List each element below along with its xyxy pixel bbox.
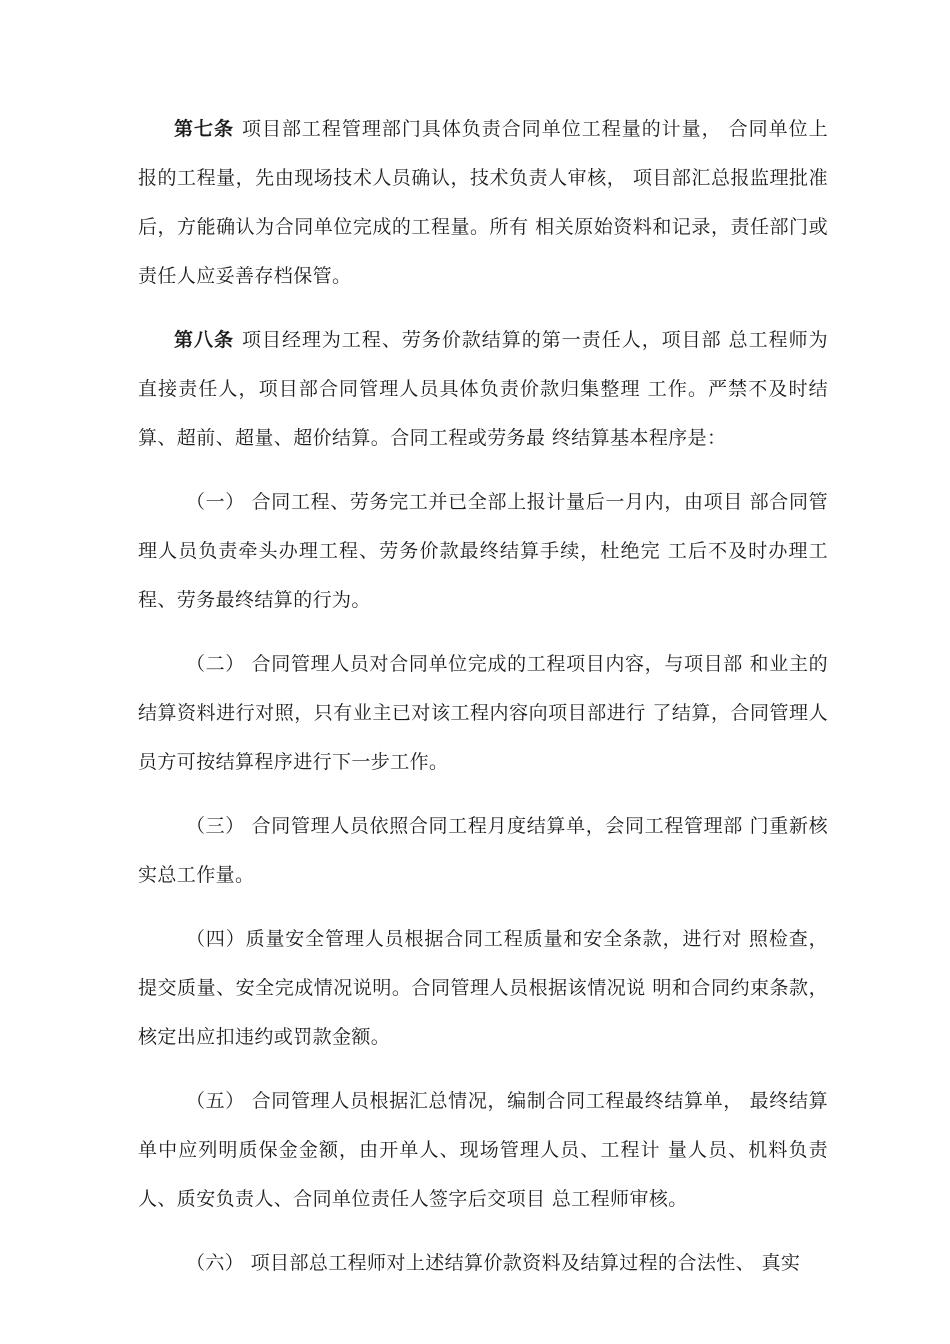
procedure-item-5: （五） 合同管理人员根据汇总情况，编制合同工程最终结算单， 最终结算单中应列明质保金金额，由开单人、现场管理人员、工程计 量人员、机料负责人、质安负责人、合同单位责任人签字后交项目 总工程师审核。 — [138, 1090, 828, 1210]
article-7-text: 项目部工程管理部门具体负责合同单位工程量的计量， 合同单位上报的工程量，先由现场技术人员确认，技术负责人审核， 项目部汇总报监理批准后，方能确认为合同单位完成的工程量。所有 相关原始资料和记录，责任部门或责任人应妥善存档保管。 — [138, 118, 829, 287]
article-8-label: 第八条 — [174, 329, 234, 351]
procedure-item-6: （六） 项目部总工程师对上述结算价款资料及结算过程的合法性、 真实 — [186, 1252, 801, 1274]
article-7-paragraph — [138, 105, 828, 301]
document-page — [138, 105, 828, 1303]
article-8-paragraph — [138, 316, 828, 463]
procedure-item-3: （三） 合同管理人员依照合同工程月度结算单，会同工程管理部 门重新核实总工作量。 — [138, 815, 828, 886]
procedure-item-2: （二） 合同管理人员对合同单位完成的工程项目内容，与项目部 和业主的结算资料进行对照，只有业主已对该工程内容向项目部进行 了结算，合同管理人员方可按结算程序进行下一步工作。 — [138, 653, 828, 773]
procedure-item-4: （四）质量安全管理人员根据合同工程质量和安全条款，进行对 照检查，提交质量、安全完成情况说明。合同管理人员根据该情况说 明和合同约束条款，核定出应扣违约或罚款金额。 — [138, 928, 828, 1048]
article-8-text: 项目经理为工程、劳务价款结算的第一责任人，项目部 总工程师为直接责任人，项目部合同管理人员具体负责价款归集整理 工作。严禁不及时结算、超前、超量、超价结算。合同工程或劳务最 终结算基本程序是： — [138, 329, 829, 449]
procedure-item-1: （一） 合同工程、劳务完工并已全部上报计量后一月内，由项目 部合同管理人员负责牵头办理工程、劳务价款最终结算手续，杜绝完 工后不及时办理工程、劳务最终结算的行为。 — [138, 491, 828, 611]
article-7-label: 第七条 — [174, 118, 234, 140]
